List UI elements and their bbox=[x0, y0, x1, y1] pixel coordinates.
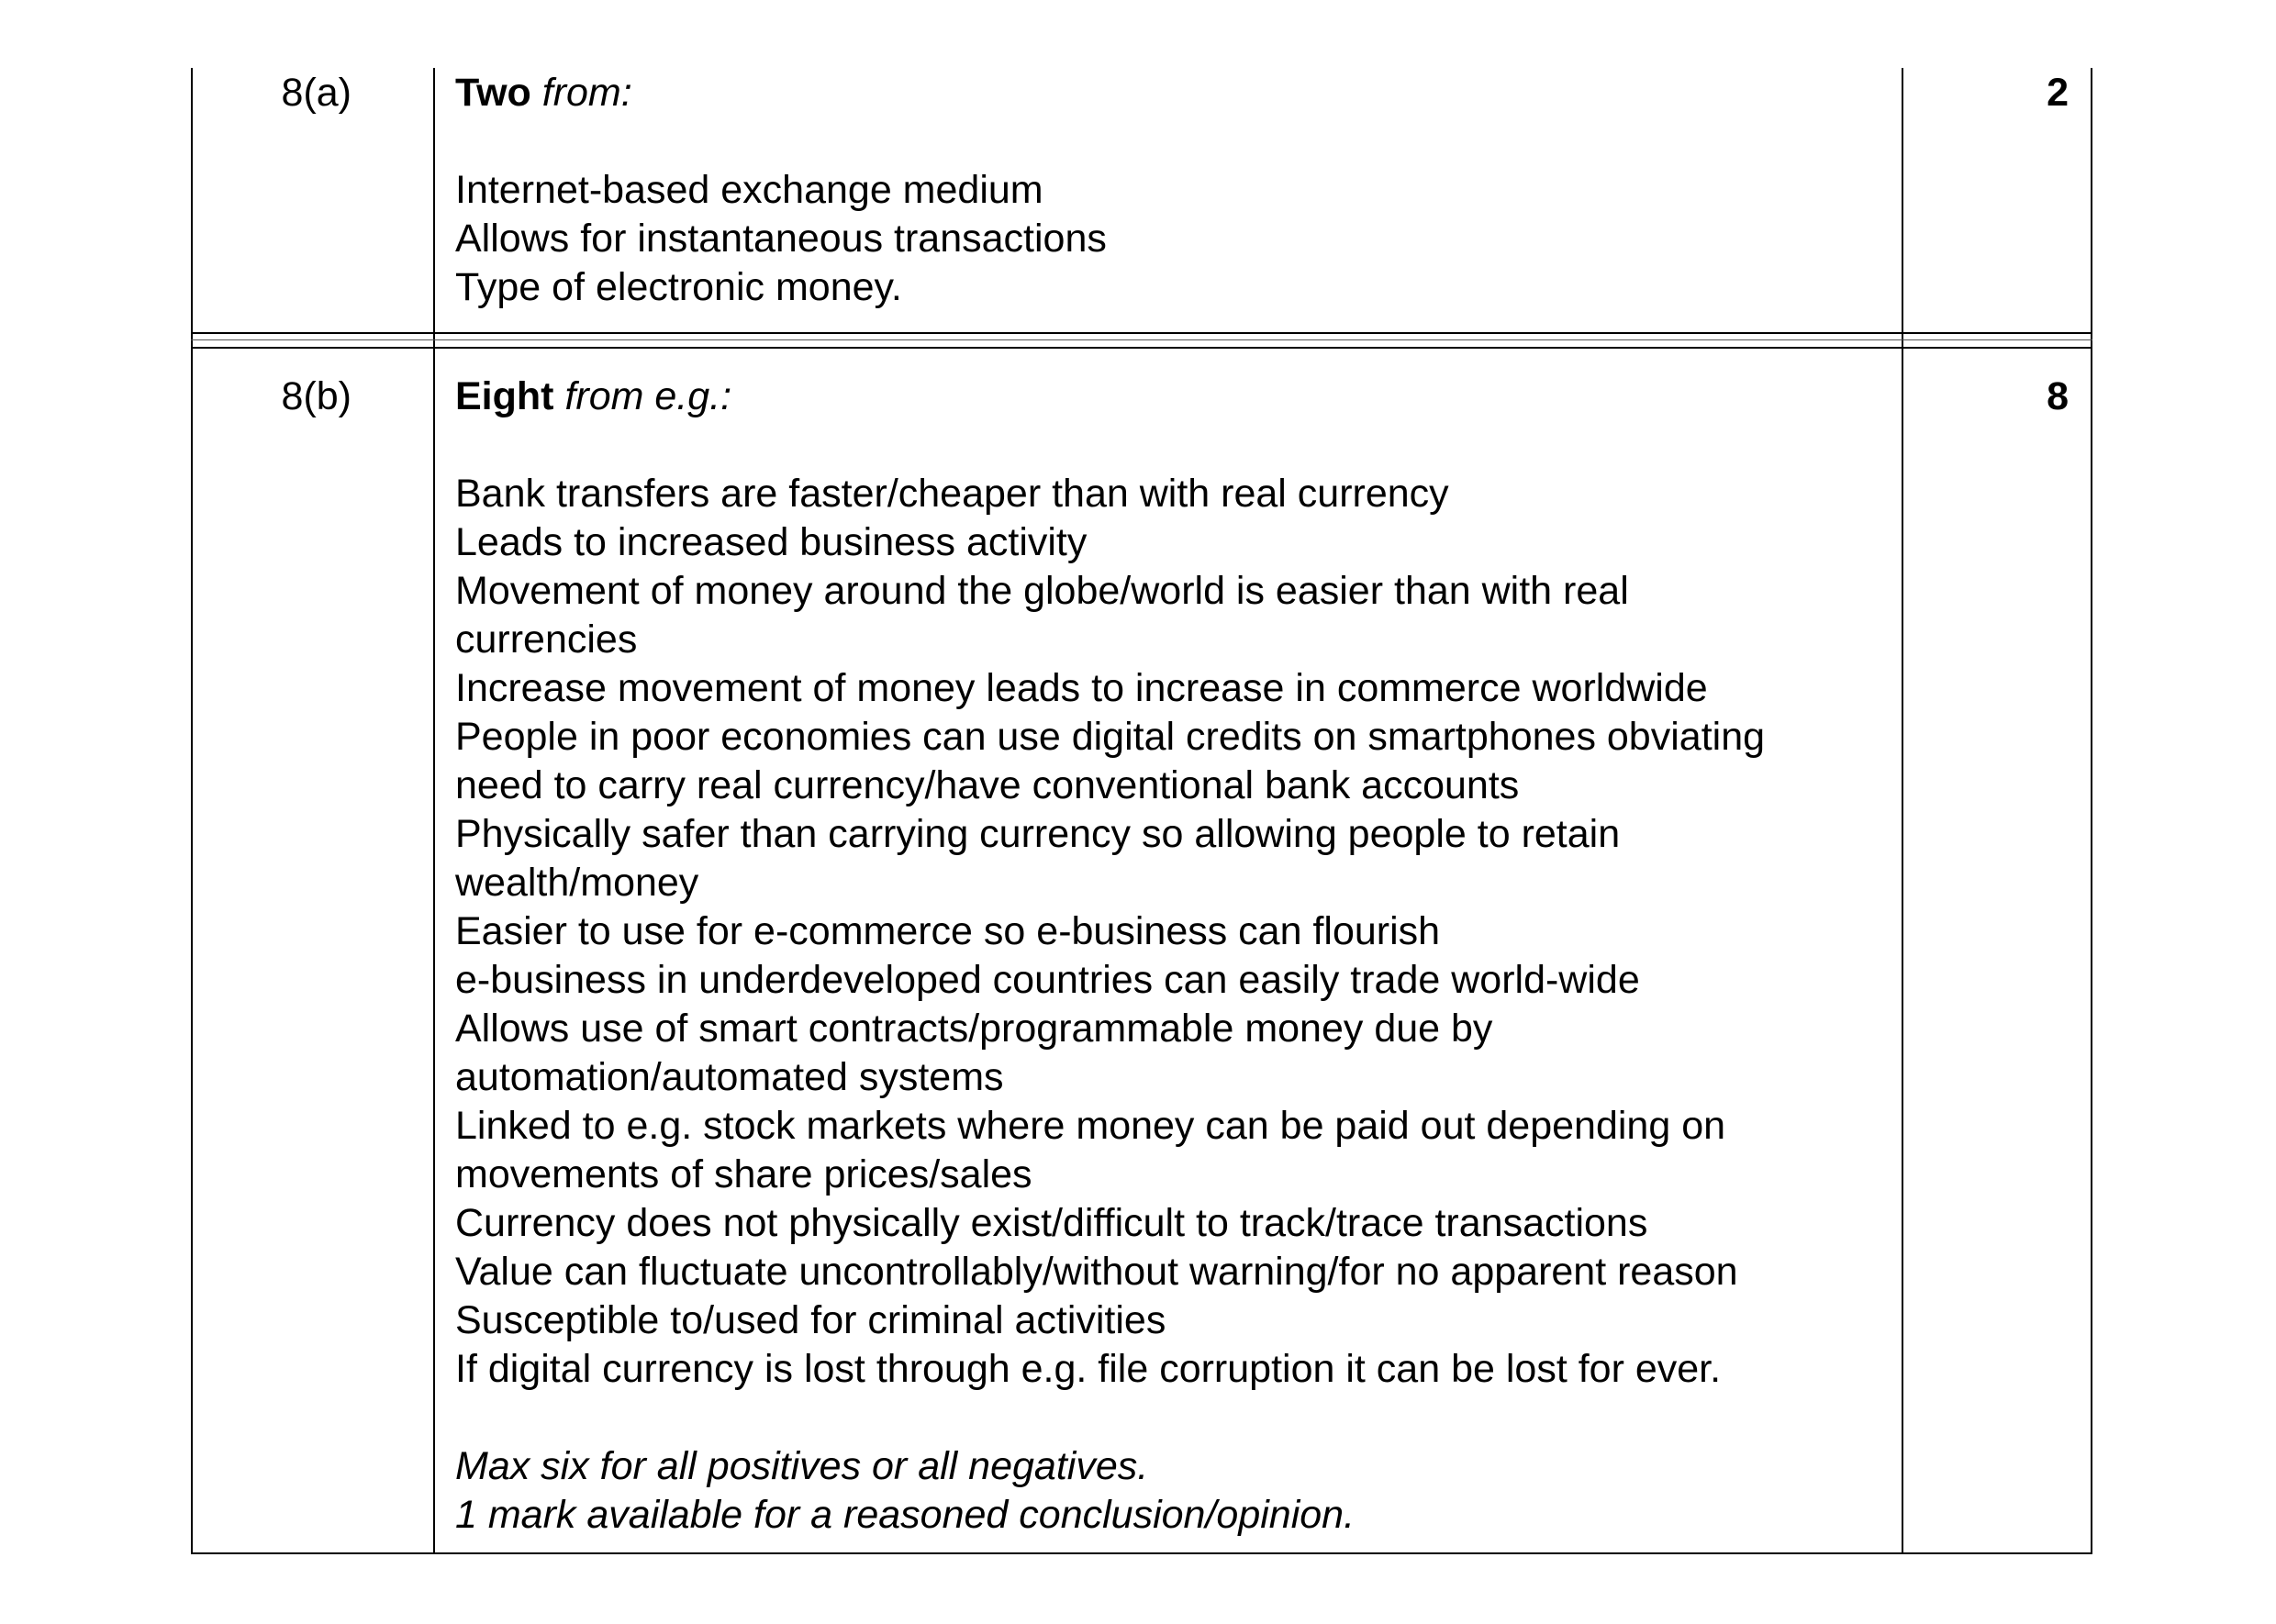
marks-value: 2 bbox=[2047, 71, 2069, 115]
answer-point: Increase movement of money leads to increase in commerce worldwide bbox=[455, 666, 1708, 710]
marking-note: Max six for all positives or all negatives. bbox=[455, 1444, 1149, 1488]
table-border-left bbox=[191, 68, 193, 1554]
answer-point: Allows for instantaneous transactions bbox=[455, 217, 1107, 261]
answer-point: People in poor economies can use digital credits on smartphones obviating bbox=[455, 715, 1766, 759]
column-divider-question bbox=[433, 68, 435, 1554]
answer-point: Easier to use for e-commerce so e-business can flourish bbox=[455, 909, 1441, 953]
answer-point: Value can fluctuate uncontrollably/without warning/for no apparent reason bbox=[455, 1250, 1738, 1294]
question-number: 8(a) bbox=[281, 71, 351, 115]
answer-point: Type of electronic money. bbox=[455, 265, 902, 309]
answer-point: Leads to increased business activity bbox=[455, 520, 1088, 564]
row-separator-top bbox=[191, 332, 2092, 334]
answer-point: automation/automated systems bbox=[455, 1055, 1004, 1099]
answer-point: Physically safer than carrying currency so allowing people to retain bbox=[455, 812, 1621, 856]
answer-point: movements of share prices/sales bbox=[455, 1152, 1032, 1196]
marking-note: 1 mark available for a reasoned conclusion/opinion. bbox=[455, 1493, 1356, 1537]
instruction-count: Eight bbox=[455, 374, 554, 418]
answer-point: Movement of money around the globe/world is easier than with real bbox=[455, 569, 1629, 613]
answer-cell bbox=[455, 69, 1107, 312]
answer-point: If digital currency is lost through e.g. file corruption it can be lost for ever. bbox=[455, 1347, 1722, 1391]
answer-point: Linked to e.g. stock markets where money can be paid out depending on bbox=[455, 1104, 1726, 1148]
marks-value: 8 bbox=[2047, 374, 2069, 418]
table-border-right bbox=[2091, 68, 2092, 1554]
answer-instruction bbox=[455, 373, 1765, 421]
question-number: 8(b) bbox=[281, 374, 351, 418]
row-separator-middle bbox=[191, 339, 2092, 340]
answer-point: currencies bbox=[455, 617, 638, 662]
answer-instruction bbox=[455, 69, 1107, 117]
row-separator-bottom bbox=[191, 347, 2092, 349]
answer-point: Currency does not physically exist/difficult to track/trace transactions bbox=[455, 1201, 1648, 1245]
column-divider-marks bbox=[1902, 68, 1903, 1554]
answer-point: wealth/money bbox=[455, 861, 699, 905]
mark-scheme-table bbox=[191, 68, 2092, 1554]
answer-point: Bank transfers are faster/cheaper than with real currency bbox=[455, 472, 1449, 516]
instruction-count: Two bbox=[455, 71, 531, 115]
instruction-text: from e.g.: bbox=[564, 374, 732, 418]
answer-point: Susceptible to/used for criminal activities bbox=[455, 1298, 1166, 1342]
answer-point: need to carry real currency/have conventional bank accounts bbox=[455, 763, 1520, 807]
instruction-text: from: bbox=[541, 71, 632, 115]
table-border-bottom bbox=[191, 1552, 2092, 1554]
answer-cell bbox=[455, 373, 1765, 1540]
answer-point: Internet-based exchange medium bbox=[455, 168, 1043, 212]
answer-point: Allows use of smart contracts/programmable money due by bbox=[455, 1007, 1493, 1051]
answer-point: e-business in underdeveloped countries can easily trade world-wide bbox=[455, 958, 1640, 1002]
